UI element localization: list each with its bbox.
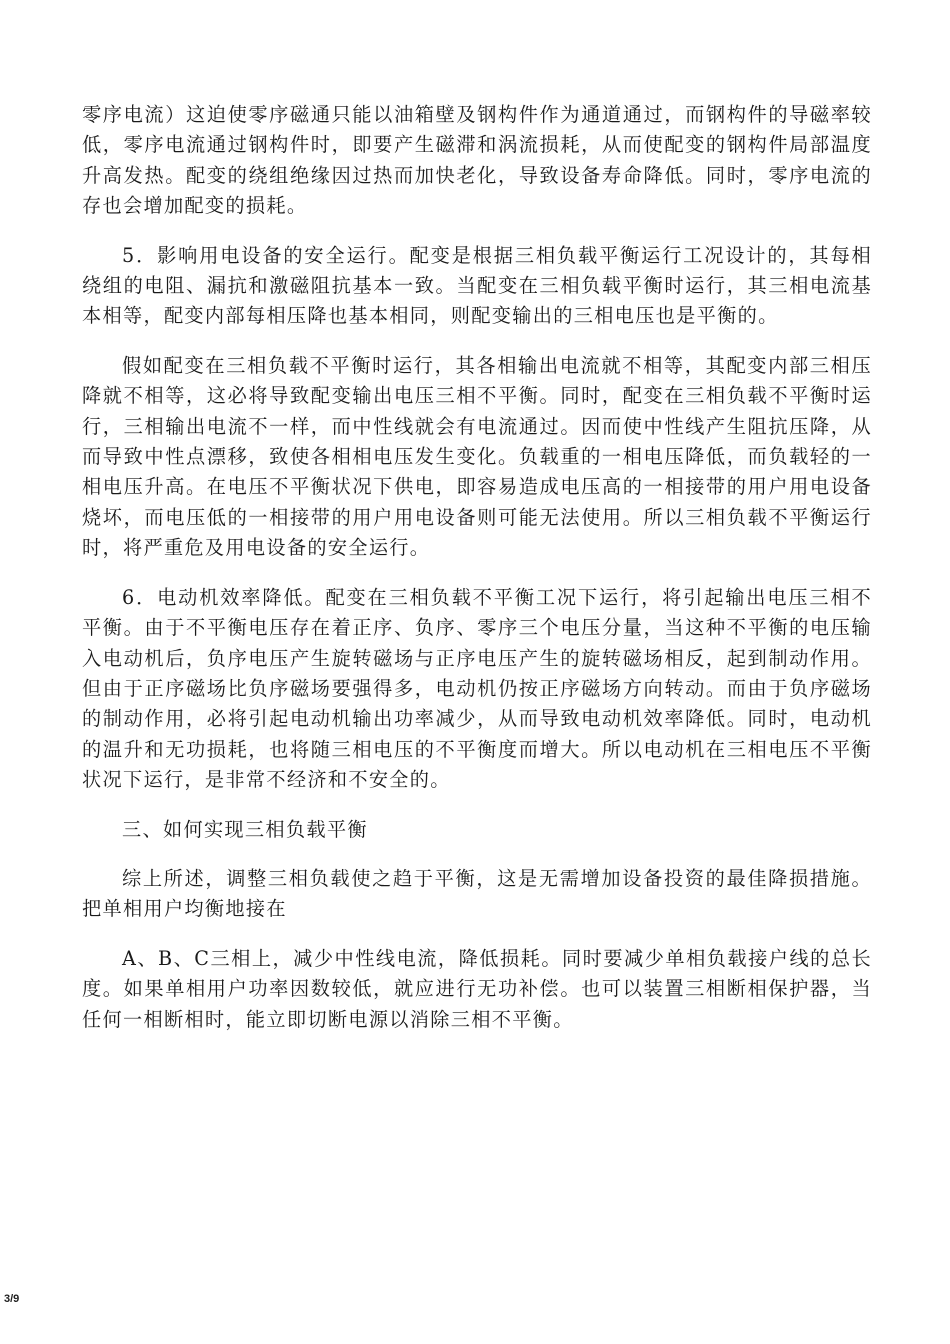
paragraph-zero-sequence-current: 零序电流）这迫使零序磁通只能以油箱壁及钢构件作为通道通过，而钢构件的导磁率较低，零序电流通过钢构件时，即要产生磁滞和涡流损耗，从而使配变的钢构件局部温度升高发热。配变的绕组绝缘因过热而加快老化，导致设备寿命降低。同时，零序电流的存也会增加配变的损耗。 — [82, 103, 872, 218]
paragraph-motor-efficiency: 6．电动机效率降低。配变在三相负载不平衡工况下运行，将引起输出电压三相不平衡。由于不平衡电压存在着正序、负序、零序三个电压分量，当这种不平衡的电压输入电动机后，负序电压产生旋转磁场与正序电压产生的旋转磁场相反，起到制动作用。但由于正序磁场比负序磁场要强得多，电动机仍按正序磁场方向转动。而由于负序磁场的制动作用，必将引起电动机输出功率减少，从而导致电动机效率降低。同时，电动机的温升和无功损耗，也将随三相电压的不平衡度而增大。所以电动机在三相电压不平衡状况下运行，是非常不经济和不安全的。 — [82, 585, 872, 792]
paragraph-safety-operation: 5．影响用电设备的安全运行。配变是根据三相负载平衡运行工况设计的，其每相绕组的电阻、漏抗和激磁阻抗基本一致。当配变在三相负载平衡时运行，其三相电流基本相等，配变内部每相压降也基本相同，则配变输出的三相电压也是平衡的。 — [82, 243, 872, 328]
document-body — [82, 100, 872, 1035]
paragraph-summary: 综上所述，调整三相负载使之趋于平衡，这是无需增加设备投资的最佳降损措施。把单相用户均衡地接在 — [82, 866, 872, 921]
section-heading-load-balance: 三、如何实现三相负载平衡 — [122, 817, 368, 841]
paragraph-three-phase-connection: A、B、C三相上，减少中性线电流，降低损耗。同时要减少单相负载接户线的总长度。如果单相用户功率因数较低，就应进行无功补偿。也可以装置三相断相保护器，当任何一相断相时，能立即切断电源以消除三相不平衡。 — [82, 946, 872, 1031]
paragraph-unbalanced-operation: 假如配变在三相负载不平衡时运行，其各相输出电流就不相等，其配变内部三相压降就不相等，这必将导致配变输出电压三相不平衡。同时，配变在三相负载不平衡时运行，三相输出电流不一样，而中性线就会有电流通过。因而使中性线产生阻抗压降，从而导致中性点漂移，致使各相相电压发生变化。负载重的一相电压降低，而负载轻的一相电压升高。在电压不平衡状况下供电，即容易造成电压高的一相接带的用户用电设备烧坏，而电压低的一相接带的用户用电设备则可能无法使用。所以三相负载不平衡运行时，将严重危及用电设备的安全运行。 — [82, 353, 872, 560]
page-number: 3/9 — [4, 1293, 20, 1305]
